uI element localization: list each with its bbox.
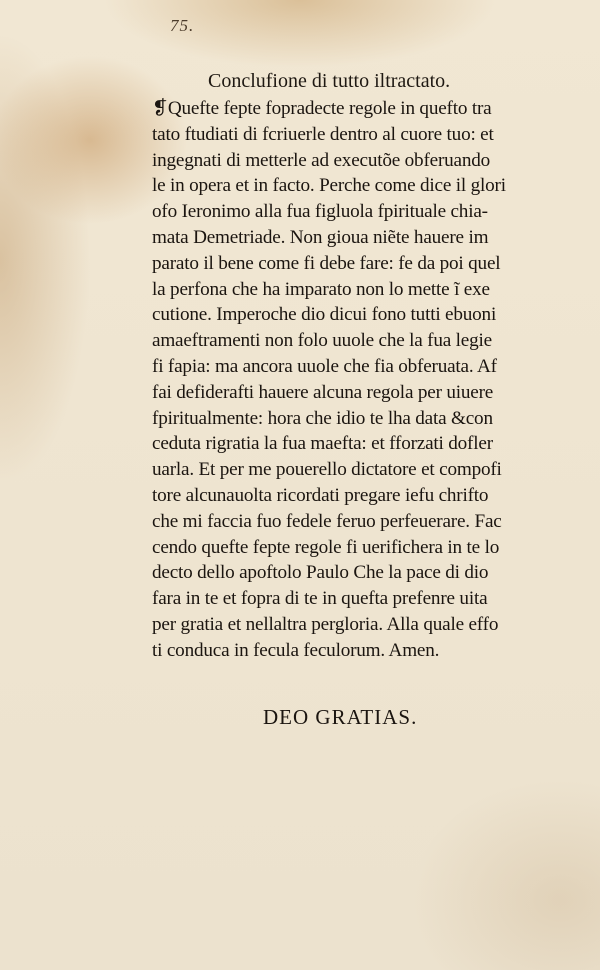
text-line: la perfona che ha imparato non lo mette ĩ exe	[152, 278, 490, 300]
text-line: parato il bene come fi debe fare: fe da poi quel	[152, 252, 501, 274]
section-heading: Conclufione di tutto iltractato.	[208, 70, 451, 92]
text-line: fpiritualmente: hora che idio te lha data &con	[152, 407, 493, 429]
text-line: tato ftudiati di fcriuerle dentro al cuore tuo: et	[152, 123, 494, 145]
text-line: per gratia et nellaltra pergloria. Alla quale effo	[152, 613, 499, 635]
text-line: tore alcunauolta ricordati pregare iefu chrifto	[152, 484, 489, 506]
text-line: le in opera et in facto. Perche come dice il glori	[152, 175, 506, 197]
text-line: mata Demetriade. Non gioua niẽte hauere im	[152, 226, 489, 248]
text-line: fara in te et fopra di te in quefta prefenre uita	[152, 588, 488, 610]
text-line: amaeftramenti non folo uuole che la fua legie	[152, 330, 492, 352]
text-line: ceduta rigratia la fua maefta: et fforzati dofler	[152, 433, 493, 455]
text-line: ti conduca in fecula feculorum. Amen.	[152, 639, 440, 661]
text-line: ingegnati di metterle ad executõe obferuando	[152, 149, 491, 171]
text-line: uarla. Et per me pouerello dictatore et compofi	[152, 459, 502, 481]
text-line: cendo quefte fepte regole fi uerifichera in te lo	[152, 536, 500, 558]
text-line: cutione. Imperoche dio dicui fono tutti ebuoni	[152, 304, 497, 326]
text-line: ofo Ieronimo alla fua figluola fpirituale chia-	[152, 201, 488, 223]
folio-number: 75.	[170, 16, 195, 35]
text-line: fi fapia: ma ancora uuole che fia obferuata. Af	[152, 355, 497, 377]
closing-line: DEO GRATIAS.	[263, 705, 418, 729]
text-line: ❡Quefte fepte fopradecte regole in quefto tra	[152, 98, 492, 119]
text-line: fai defiderafti hauere alcuna regola per uiuere	[152, 381, 494, 403]
text-line: che mi faccia fuo fedele feruo perfeuerare. Fac	[152, 510, 502, 532]
text-line: decto dello apoftolo Paulo Che la pace di dio	[152, 562, 489, 584]
body-text	[152, 96, 572, 664]
